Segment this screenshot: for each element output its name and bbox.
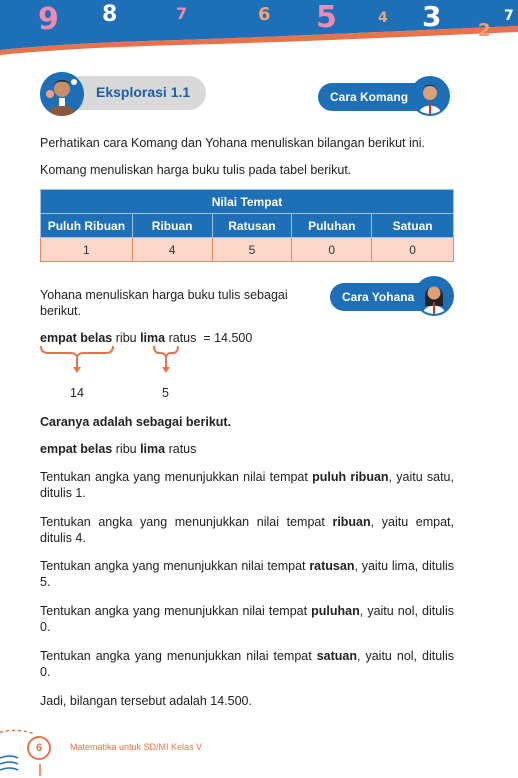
number-5-label: 5 bbox=[162, 386, 169, 400]
word-ratus: ratus bbox=[168, 331, 197, 345]
table-header-cell: Satuan bbox=[372, 214, 454, 238]
step-rest: , yaitu nol, ditulis 0. bbox=[40, 649, 454, 679]
table-row bbox=[41, 238, 454, 262]
intro-paragraph-1: Perhatikan cara Komang dan Yohana menuliskan bilangan berikut ini. bbox=[40, 136, 425, 150]
step-place: ratusan bbox=[309, 559, 355, 573]
step-rest: , yaitu satu, ditulis 1. bbox=[40, 470, 454, 500]
step-paragraph bbox=[40, 558, 454, 590]
steps-word-ratus: ratus bbox=[168, 442, 197, 456]
banner-digit: 5 bbox=[316, 0, 337, 35]
step-paragraph bbox=[40, 648, 454, 680]
table-title: Nilai Tempat bbox=[41, 190, 454, 214]
banner-digit: 3 bbox=[422, 0, 442, 33]
table-header-row bbox=[41, 214, 454, 238]
intro-paragraph-2: Komang menuliskan harga buku tulis pada tabel berikut. bbox=[40, 163, 352, 177]
teacher-avatar-icon bbox=[40, 72, 84, 116]
page-number: 6 bbox=[27, 736, 51, 760]
banner-digit: 7 bbox=[176, 4, 188, 23]
steps-heading-text: Caranya adalah sebagai berikut. bbox=[40, 415, 232, 429]
step-paragraph bbox=[40, 514, 454, 546]
word-empat-belas: empat belas bbox=[40, 331, 113, 345]
step-prefix: Tentukan angka yang menunjukkan nilai tempat bbox=[40, 649, 312, 663]
place-value-table bbox=[40, 189, 454, 262]
step-prefix: Tentukan angka yang menunjukkan nilai tempat bbox=[40, 515, 325, 529]
step-prefix: Tentukan angka yang menunjukkan nilai tempat bbox=[40, 604, 308, 618]
step-place: satuan bbox=[316, 649, 357, 663]
banner-digit: 4 bbox=[378, 10, 388, 26]
conclusion-paragraph: Jadi, bilangan tersebut adalah 14.500. bbox=[40, 694, 252, 708]
word-ribu: ribu bbox=[115, 331, 137, 345]
step-rest: , yaitu empat, ditulis 4. bbox=[40, 515, 454, 545]
table-cell: 5 bbox=[212, 238, 292, 262]
top-banner bbox=[0, 0, 518, 56]
banner-digit: 9 bbox=[38, 2, 59, 37]
table-cell: 1 bbox=[41, 238, 133, 262]
yohana-avatar-icon bbox=[414, 276, 454, 316]
step-rest: , yaitu nol, ditulis 0. bbox=[40, 604, 454, 634]
step-paragraph bbox=[40, 469, 454, 501]
yohana-paragraph: Yohana menuliskan harga buku tulis sebagai berikut. bbox=[40, 288, 288, 318]
brace-arrows bbox=[40, 344, 190, 374]
word-breakdown-line bbox=[40, 331, 252, 345]
komang-avatar-icon bbox=[410, 76, 450, 116]
exploration-title: Eksplorasi 1.1 bbox=[96, 84, 191, 100]
step-prefix: Tentukan angka yang menunjukkan nilai tempat bbox=[40, 470, 308, 484]
steps-word-line bbox=[40, 441, 454, 457]
table-header-cell: Puluh Ribuan bbox=[41, 214, 133, 238]
number-14-label: 14 bbox=[70, 386, 84, 400]
banner-digit: 7 bbox=[504, 8, 514, 24]
cara-komang-badge: Cara Komang bbox=[318, 83, 426, 111]
steps-word-lima: lima bbox=[140, 442, 166, 456]
banner-digit: 2 bbox=[478, 20, 491, 41]
table-header-cell: Ratusan bbox=[212, 214, 292, 238]
table-cell: 0 bbox=[372, 238, 454, 262]
word-result: = 14.500 bbox=[203, 331, 253, 345]
banner-digit: 6 bbox=[258, 4, 271, 25]
word-lima: lima bbox=[140, 331, 166, 345]
footer-book-title: Matematika untuk SD/MI Kelas V bbox=[70, 742, 203, 752]
step-place: puluh ribuan bbox=[312, 470, 389, 484]
table-header-cell: Ribuan bbox=[132, 214, 212, 238]
step-place: puluhan bbox=[311, 604, 360, 618]
table-cell: 4 bbox=[132, 238, 212, 262]
step-prefix: Tentukan angka yang menunjukkan nilai tempat bbox=[40, 559, 306, 573]
steps-word-ribu: ribu bbox=[115, 442, 137, 456]
banner-digit: 8 bbox=[102, 2, 118, 27]
step-paragraph bbox=[40, 603, 454, 635]
cara-yohana-badge: Cara Yohana bbox=[330, 283, 426, 311]
step-rest: , yaitu lima, ditulis 5. bbox=[40, 559, 454, 589]
steps-word-empat-belas: empat belas bbox=[40, 442, 113, 456]
table-cell: 0 bbox=[292, 238, 372, 262]
step-place: ribuan bbox=[332, 515, 371, 529]
steps-heading bbox=[40, 414, 454, 430]
table-header-cell: Puluhan bbox=[292, 214, 372, 238]
